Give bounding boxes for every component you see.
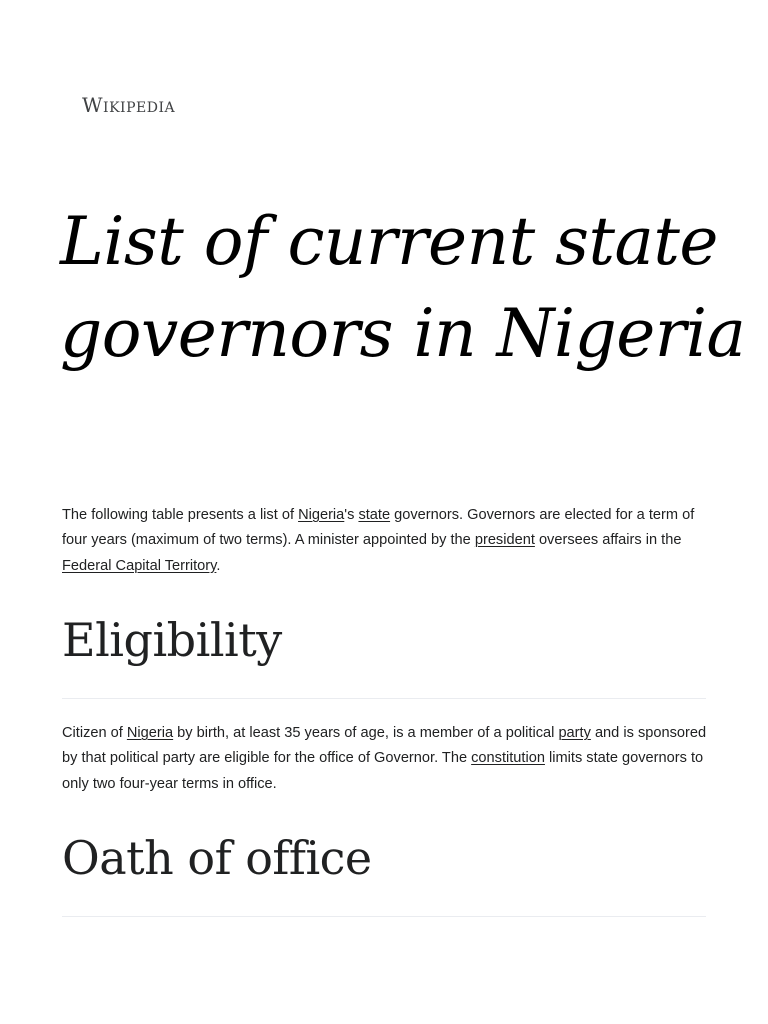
link-nigeria[interactable]: Nigeria [298,507,345,523]
intro-text-4: oversees affairs in the [534,532,682,549]
link-party[interactable]: party [558,725,591,741]
eligibility-text-1: Citizen of [62,725,127,741]
intro-text-3: governors. Governors are elected for a term of four years (maximum of two terms). A minister appointed by the [62,507,695,549]
section-heading-oath-of-office: Oath of office [62,831,372,885]
intro-text-2: 's [344,507,359,523]
link-nigeria[interactable]: Nigeria [126,725,174,741]
eligibility-text-3: and is sponsored by that political party are eligible for the office of Governor. The [62,725,707,767]
eligibility-paragraph [62,721,712,797]
intro-paragraph [62,503,712,579]
wikipedia-logo[interactable]: Wikipedia [82,93,176,117]
section-heading-eligibility: Eligibility [62,613,282,667]
link-state[interactable]: state [358,507,391,523]
eligibility-text-4: limits state governors to only two four-year terms in office. [62,750,704,792]
link-constitution[interactable]: constitution [471,750,545,767]
intro-text-1: The following table presents a list of [62,507,299,523]
link-president[interactable]: president [474,532,535,549]
page-title: List of current state governors in Nigeria [60,203,746,372]
intro-text-5: . [216,557,221,574]
section-divider [62,916,706,917]
link-federal-capital-territory[interactable]: Federal Capital Territory [62,557,217,574]
eligibility-text-2: by birth, at least 35 years of age, is a member of a political [173,725,559,741]
section-divider [62,698,706,699]
